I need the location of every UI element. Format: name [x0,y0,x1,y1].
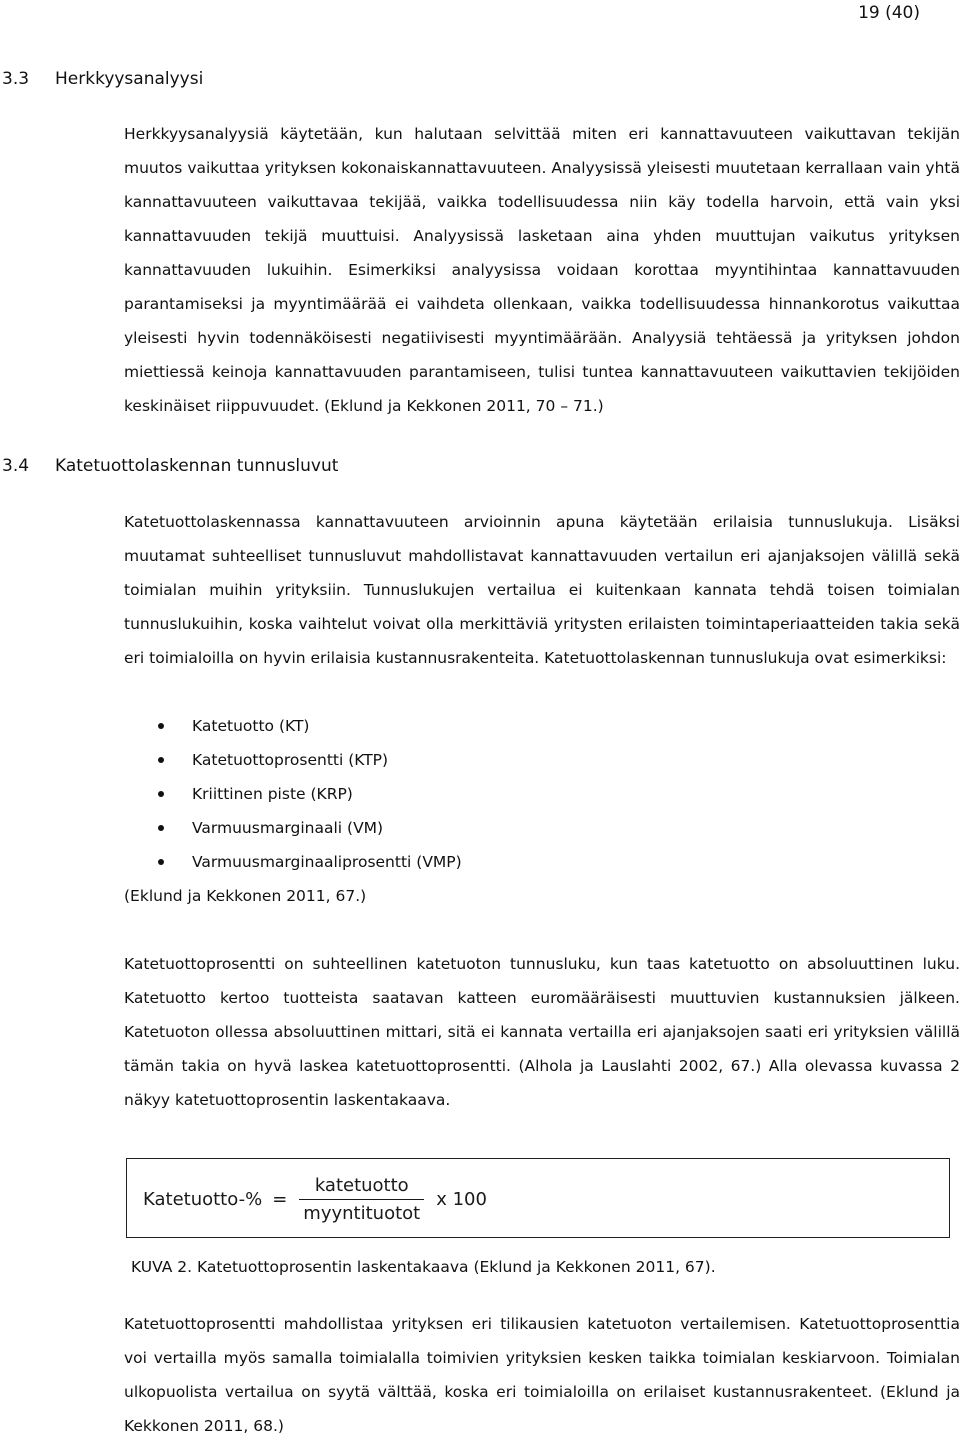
list-item [124,777,462,811]
bullet-icon [158,723,164,729]
comparison-paragraph: Katetuottoprosentti mahdollistaa yrityksen eri tilikausien katetuoton vertailemisen. Katetuottoprosenttia voi vertailla myös samalla toimialalla toimivien yrityksien kesken taikka toimialan keskiarvoon. Toimialan ulkopuolista vertailua on syytä välttää, koska eri toimialoilla on erilaiset kustannusrakenteet. (Eklund ja Kekkonen 2011, 68.) [124,1315,960,1435]
list-item-label: Katetuottoprosentti (KTP) [192,751,389,769]
list-citation: (Eklund ja Kekkonen 2011, 67.) [124,887,367,905]
key-figures-list [124,709,462,879]
section-title: Herkkyysanalyysi [55,69,204,89]
list-item [124,811,462,845]
contribution-margin-paragraph: Katetuottoprosentti on suhteellinen katetuoton tunnusluku, kun taas katetuotto on absoluuttinen luku. Katetuotto kertoo tuotteista saatavan katteen euromääräisesti muuttuvien kustannuksien jälkeen. Katetuoton ollessa absoluuttinen mittari, sitä ei kannata vertailla eri ajanjaksojen saati eri yrityksien välillä tämän takia on hyvä laskea katetuottoprosentti. (Alhola ja Lauslahti 2002, 67.) Alla olevassa kuvassa 2 näkyy katetuottoprosentin laskentakaava. [124,955,960,1109]
contribution-margin-formula [143,1171,487,1227]
list-item-label: Varmuusmarginaali (VM) [192,819,384,837]
list-item-label: Kriittinen piste (KRP) [192,785,353,803]
list-item [124,743,462,777]
figure-caption: KUVA 2. Katetuottoprosentin laskentakaava (Eklund ja Kekkonen 2011, 67). [131,1258,716,1276]
list-item [124,845,462,879]
page-number: 19 (40) [858,3,920,23]
bullet-icon [158,859,164,865]
bullet-icon [158,791,164,797]
list-item [124,709,462,743]
formula-lhs: Katetuotto-% [143,1188,263,1210]
formula-denominator: myyntituotot [303,1202,421,1224]
formula-equals: = [272,1188,288,1210]
section-number: 3.4 [2,456,30,476]
list-item-label: Katetuotto (KT) [192,717,310,735]
formula-fraction [299,1175,424,1224]
bullet-icon [158,825,164,831]
section-number: 3.3 [2,69,30,89]
formula-figure [126,1158,950,1238]
bullet-icon [158,757,164,763]
section-title: Katetuottolaskennan tunnusluvut [55,456,339,476]
section-heading-3-3 [2,68,203,90]
list-item-label: Varmuusmarginaaliprosentti (VMP) [192,853,462,871]
formula-multiplier: x 100 [436,1188,487,1210]
sensitivity-analysis-paragraph: Herkkyysanalyysiä käytetään, kun halutaan selvittää miten eri kannattavuuteen vaikuttavan tekijän muutos vaikuttaa yrityksen kokonaiskannattavuuteen. Analyysissä yleisesti muutetaan kerrallaan vain yhtä kannattavuuteen vaikuttavaa tekijää, vaikka todellisuudessa niin käy todella harvoin, että vain yksi kannattavuuden tekijä muuttuisi. Analyysissä lasketaan aina yhden muuttujan vaikutus yrityksen kannattavuuden lukuihin. Esimerkiksi analyysissa voidaan korottaa myyntihintaa kannattavuuden parantamiseksi ja myyntimäärää ei vaihdeta ollenkaan, vaikka todellisuudessa hinnankorotus vaikuttaa yleisesti hyvin todennäköisesti negatiivisesti myyntimäärään. Analyysiä tehtäessä ja yrityksen johdon miettiessä keinoja kannattavuuden parantamiseen, tulisi tuntea kannattavuuteen vaikuttavien tekijöiden keskinäiset riippuvuudet. (Eklund ja Kekkonen 2011, 70 – 71.) [124,125,960,415]
key-figures-intro-paragraph: Katetuottolaskennassa kannattavuuteen arvioinnin apuna käytetään erilaisia tunnuslukuja. Lisäksi muutamat suhteelliset tunnusluvut mahdollistavat kannattavuuden vertailun eri ajanjaksojen välillä sekä toimialan muihin yrityksiin. Tunnuslukujen vertailua ei kuitenkaan kannata tehdä toisen toimialan tunnuslukuihin, koska vaihtelut voivat olla merkittäviä yritysten erilaisten toimintaperiaatteiden takia sekä eri toimialoilla on hyvin erilaisia kustannusrakenteita. Katetuottolaskennan tunnuslukuja ovat esimerkiksi: [124,513,960,667]
formula-numerator: katetuotto [314,1174,409,1196]
section-heading-3-4 [2,455,338,477]
